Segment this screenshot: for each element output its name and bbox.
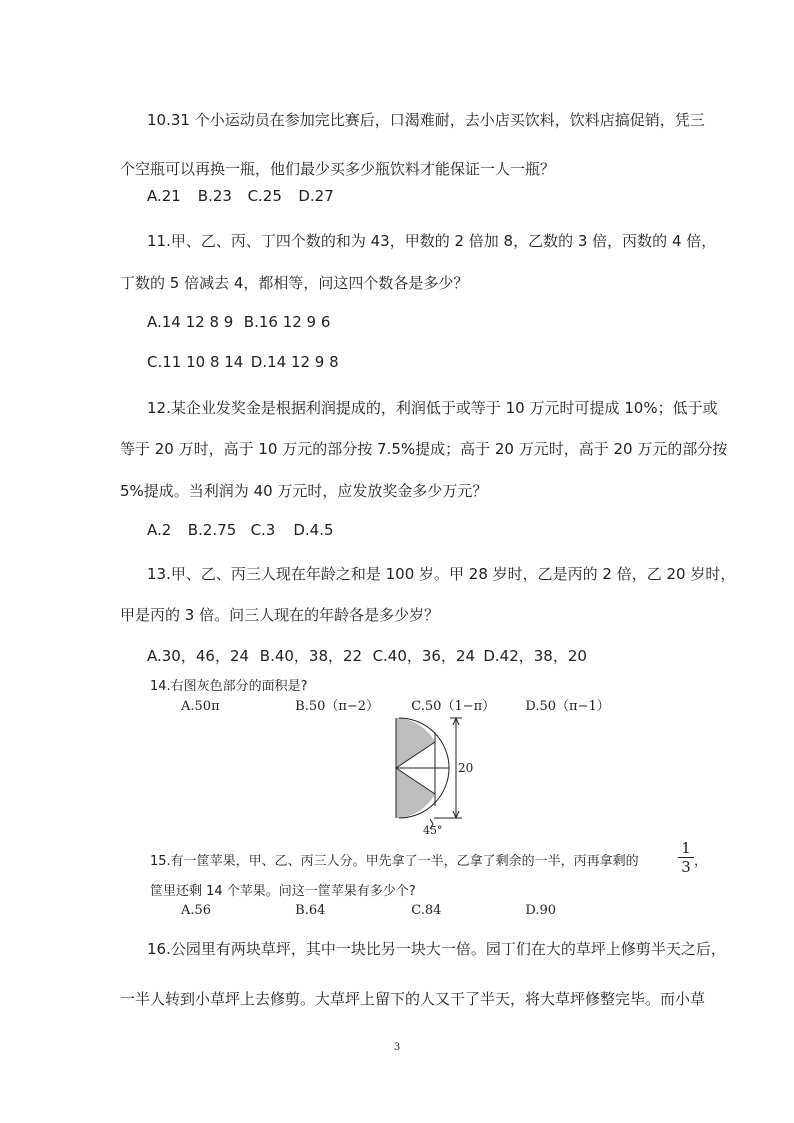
q13-option-b: B.40，38，22 <box>259 647 363 665</box>
q14-figure <box>390 714 480 840</box>
q14-angle-label: 45° <box>423 824 443 837</box>
q10-option-d: D.27 <box>298 187 334 205</box>
q15-option-c: C.84 <box>411 903 442 918</box>
q14-shaded-region-lower <box>396 768 435 818</box>
q12-line-1: 12.某企业发奖金是根据利润提成的，利润低于或等于 10 万元时可提成 10%；低于或 <box>147 399 718 417</box>
q10-option-a: A.21 <box>147 187 181 205</box>
q13-option-c: C.40，36，24 <box>372 647 476 665</box>
q15-fraction <box>678 840 694 875</box>
q14-shaded-region-upper <box>396 718 435 768</box>
q15-option-d: D.90 <box>525 903 557 918</box>
q14-option-d: D.50（π−1） <box>525 699 610 714</box>
q16-line-2: 一半人转到小草坪上去修剪。大草坪上留下的人又干了半天，将大草坪修整完毕。而小草 <box>120 990 706 1008</box>
q13-options <box>147 645 587 666</box>
q11-option-c: C.11 10 8 14 <box>147 353 244 371</box>
q11-option-b: B.16 12 9 6 <box>243 313 331 331</box>
q14-option-b: B.50（π−2） <box>295 699 380 714</box>
q11-options-row-2 <box>147 353 339 371</box>
q14-options <box>181 695 610 714</box>
page-number: 3 <box>393 1042 401 1053</box>
q13-option-a: A.30，46，24 <box>147 647 250 665</box>
q15-trailing-comma: ， <box>694 854 708 869</box>
q10-option-c: C.25 <box>247 187 282 205</box>
q12-option-a: A.2 <box>147 521 172 539</box>
q13-line-1: 13.甲、乙、丙三人现在年龄之和是 100 岁。甲 28 岁时，乙是丙的 2 倍，乙 20 岁时， <box>147 565 736 583</box>
q12-options <box>147 521 334 539</box>
q12-line-3: 5%提成。当利润为 40 万元时，应发放奖金多少万元？ <box>120 482 488 500</box>
q11-line-2: 丁数的 5 倍减去 4，都相等，问这四个数各是多少？ <box>120 274 469 292</box>
q11-option-d: D.14 12 9 8 <box>250 353 339 371</box>
q11-options-row-1 <box>147 313 330 331</box>
q10-line-2: 个空瓶可以再换一瓶，他们最少买多少瓶饮料才能保证一人一瓶？ <box>120 160 556 178</box>
q12-line-2: 等于 20 万时，高于 10 万元的部分按 7.5%提成；高于 20 万元时，高于 20 万元的部分按 <box>120 440 728 458</box>
q15-options <box>181 903 556 918</box>
q14-option-c: C.50（1−π） <box>411 699 496 714</box>
q13-line-2: 甲是丙的 3 倍。问三人现在的年龄各是多少岁？ <box>120 606 440 624</box>
q14-dimension-label: 20 <box>458 761 474 775</box>
q16-line-1: 16.公园里有两块草坪，其中一块比另一块大一倍。园丁们在大的草坪上修剪半天之后， <box>147 940 726 958</box>
q12-option-d: D.4.5 <box>293 521 334 539</box>
q10-options <box>147 187 334 205</box>
q15-line-1: 15.有一筐苹果，甲、乙、丙三人分。甲先拿了一半，乙拿了剩余的一半，丙再拿剩的 <box>150 854 639 869</box>
q12-option-b: B.2.75 <box>187 521 237 539</box>
q14-option-a: A.50π <box>181 699 220 714</box>
q15-line-2: 筐里还剩 14 个苹果。问这一筐苹果有多少个? <box>150 884 416 899</box>
q11-line-1: 11.甲、乙、丙、丁四个数的和为 43，甲数的 2 倍加 8，乙数的 3 倍，丙数的 4 倍， <box>147 232 717 250</box>
q15-option-a: A.56 <box>181 903 212 918</box>
q15-fraction-numerator: 1 <box>681 839 691 857</box>
q15-option-b: B.64 <box>295 903 326 918</box>
q14-stem: 14.右图灰色部分的面积是? <box>150 679 308 694</box>
q10-line-1: 10.31 个小运动员在参加完比赛后，口渴难耐，去小店买饮料，饮料店搞促销，凭三 <box>147 111 705 129</box>
q13-option-d: D.42，38，20 <box>483 647 587 665</box>
q10-option-b: B.23 <box>197 187 232 205</box>
q12-option-c: C.3 <box>250 521 276 539</box>
q11-option-a: A.14 12 8 9 <box>147 313 234 331</box>
q15-fraction-denominator: 3 <box>681 858 691 876</box>
